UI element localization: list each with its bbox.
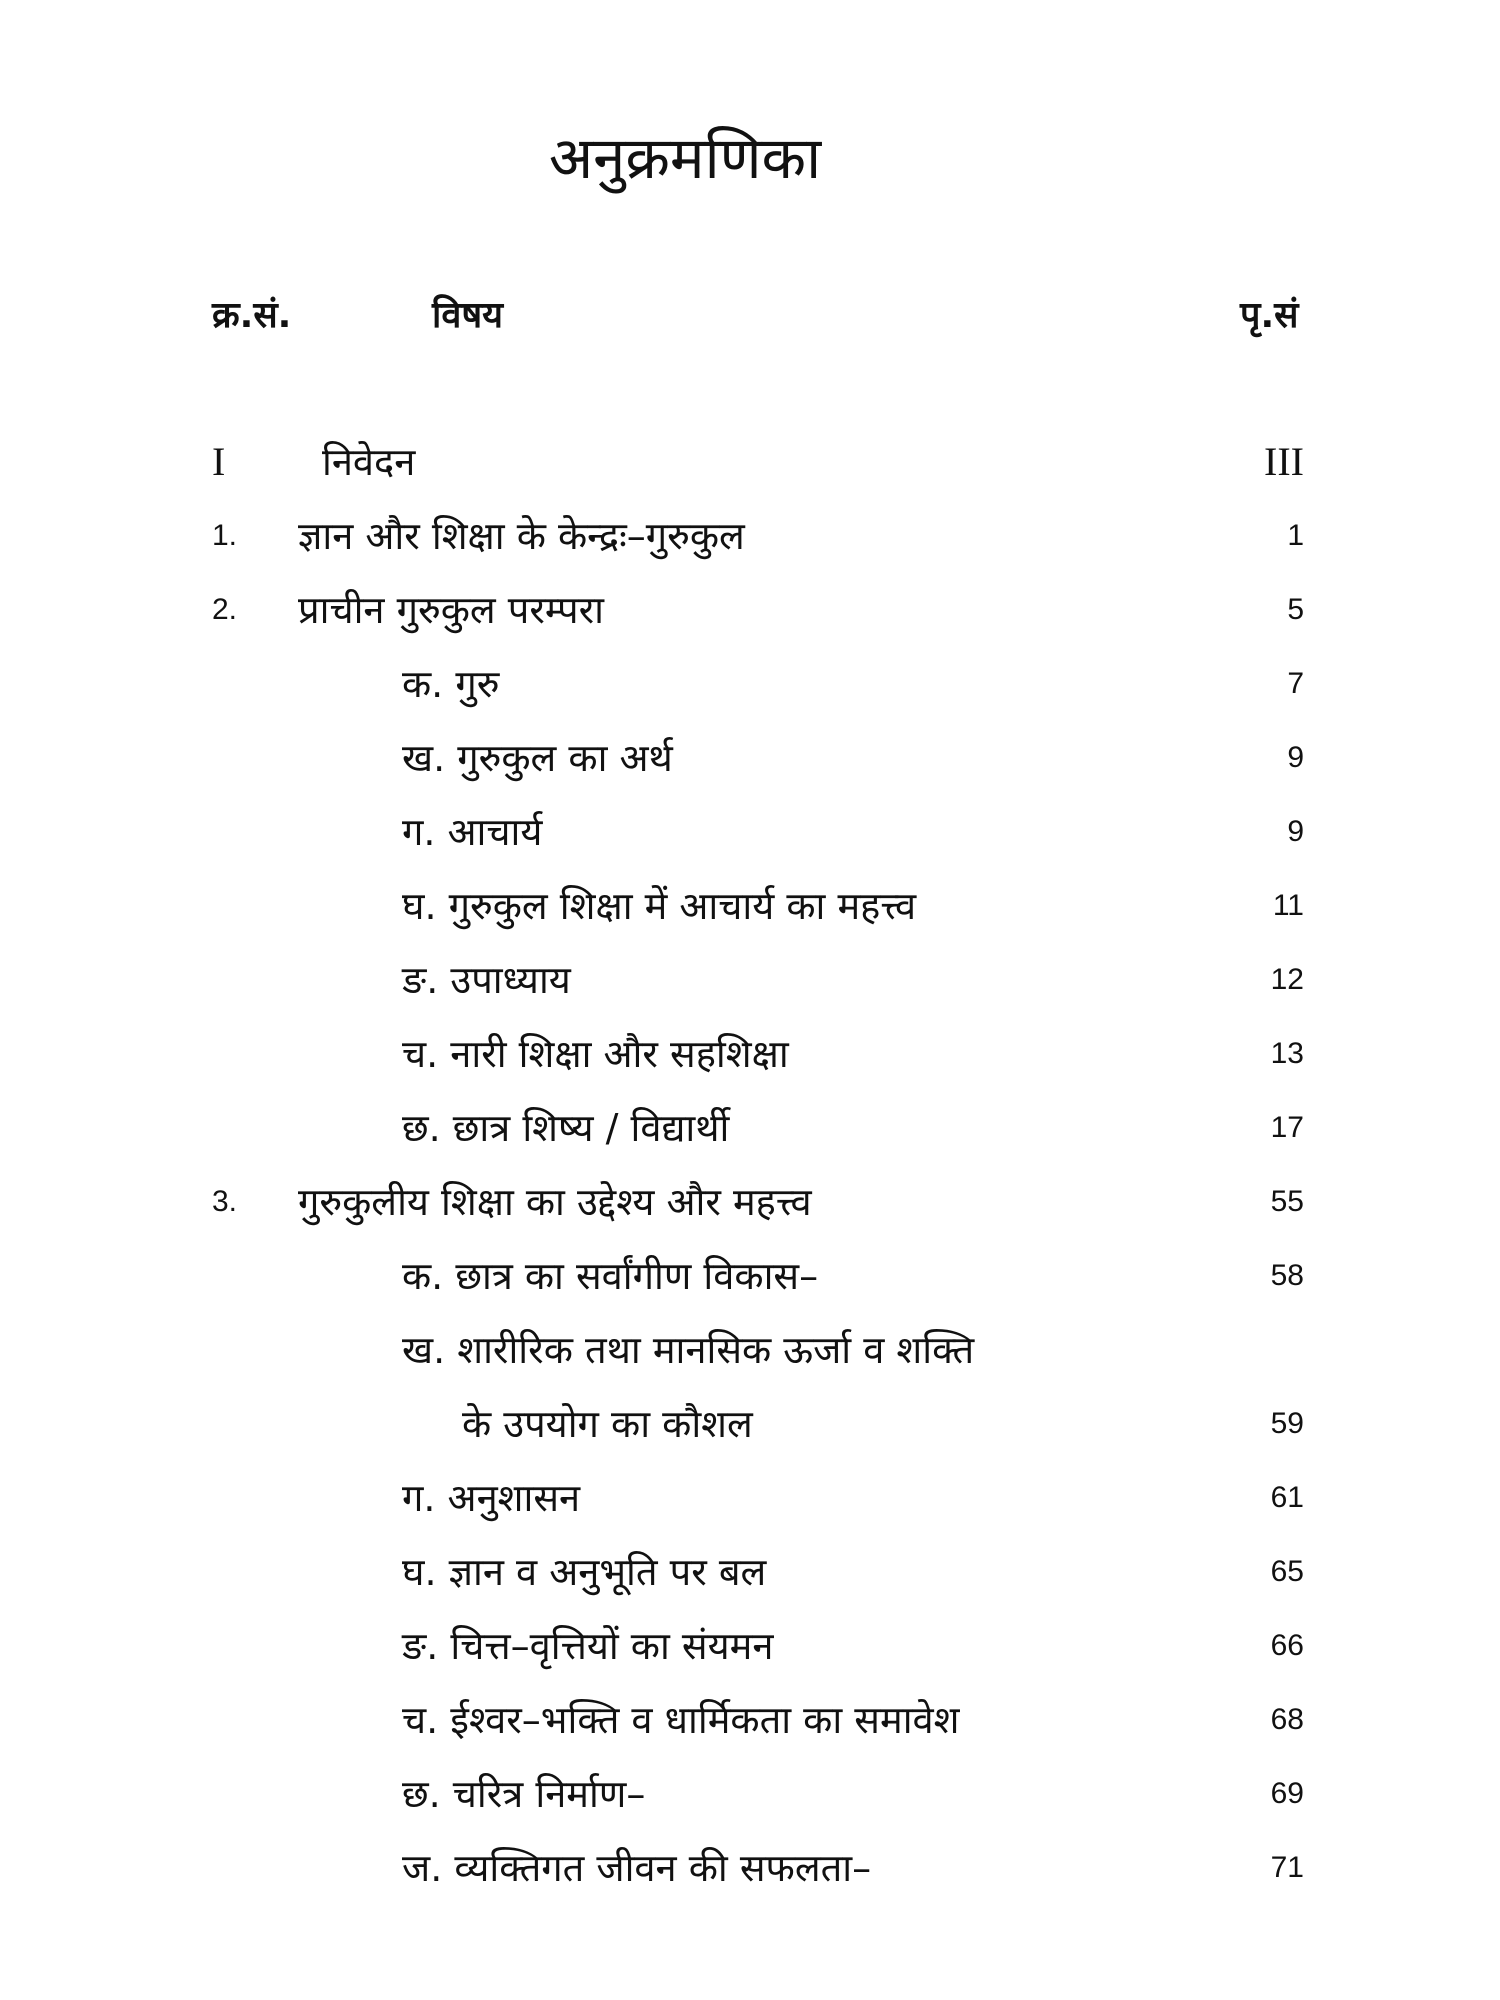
toc-subentry [0,1468,1500,1528]
entry-title: गुरुकुलीय शिक्षा का उद्देश्य और महत्त्व [298,1180,812,1224]
entry-page: 59 [1270,1407,1304,1440]
entry-title: निवेदन [322,440,416,484]
toc-subentry [0,1616,1500,1676]
entry-title: क. गुरु [402,662,500,706]
toc-subentry [0,1246,1500,1306]
toc-entry [0,506,1500,566]
serial-number-header: क्र.सं. [212,295,292,336]
entry-page: 11 [1272,889,1304,922]
entry-title: ग. अनुशासन [402,1476,581,1520]
entry-page: 9 [1287,741,1304,774]
entry-title: छ. चरित्र निर्माण– [402,1772,646,1816]
entry-page: 5 [1287,593,1304,626]
subject-header: विषय [432,295,504,336]
entry-page: 65 [1270,1555,1304,1588]
toc-subentry [0,802,1500,862]
toc-entry [0,1172,1500,1232]
entry-title: के उपयोग का कौशल [462,1402,753,1446]
toc-subentry-continuation [0,1394,1500,1454]
toc-subentry [0,1320,1500,1380]
entry-title: ज. व्यक्तिगत जीवन की सफलता– [402,1846,872,1890]
entry-title: घ. ज्ञान व अनुभूति पर बल [402,1550,767,1594]
entry-page: 71 [1270,1851,1304,1884]
toc-subentry [0,1542,1500,1602]
entry-title: ग. आचार्य [402,810,543,854]
entry-page: 17 [1270,1111,1304,1144]
entry-number: 3. [212,1185,238,1218]
entry-page: 13 [1270,1037,1304,1070]
entry-number: I [212,439,226,484]
entry-title: ङ. उपाध्याय [402,958,571,1002]
entry-title: प्राचीन गुरुकुल परम्परा [298,588,604,632]
toc-subentry [0,1098,1500,1158]
entry-title: ङ. चित्त–वृत्तियों का संयमन [402,1624,774,1668]
entry-page: 61 [1270,1481,1304,1514]
entry-title: ज्ञान और शिक्षा के केन्द्रः–गुरुकुल [298,514,745,558]
entry-title: घ. गुरुकुल शिक्षा में आचार्य का महत्त्व [402,884,917,928]
entry-page: 68 [1270,1703,1304,1736]
entry-page: III [1264,439,1304,484]
page-title: अनुक्रमणिका [548,124,822,192]
entry-number: 1. [212,519,238,552]
toc-subentry [0,654,1500,714]
entry-page: 69 [1270,1777,1304,1810]
entry-page: 7 [1287,667,1304,700]
entry-title: च. ईश्वर–भक्ति व धार्मिकता का समावेश [402,1698,960,1742]
entry-title: ख. गुरुकुल का अर्थ [402,736,673,780]
entry-page: 12 [1270,963,1304,996]
entry-number: 2. [212,593,238,626]
toc-subentry [0,1838,1500,1898]
entry-title: च. नारी शिक्षा और सहशिक्षा [402,1032,789,1076]
toc-entry [0,580,1500,640]
toc-subentry [0,1690,1500,1750]
page-number-header: पृ.सं [1240,295,1299,336]
entry-page: 9 [1287,815,1304,848]
toc-subentry [0,728,1500,788]
toc-subentry [0,876,1500,936]
entry-page: 55 [1270,1185,1304,1218]
toc-subentry [0,950,1500,1010]
entry-title: क. छात्र का सर्वांगीण विकास– [402,1254,819,1298]
toc-subentry [0,1764,1500,1824]
entry-page: 1 [1287,519,1304,552]
entry-title: छ. छात्र शिष्य / विद्यार्थी [402,1106,730,1150]
toc-subentry [0,1024,1500,1084]
entry-page: 58 [1270,1259,1304,1292]
entry-page: 66 [1270,1629,1304,1662]
entry-title: ख. शारीरिक तथा मानसिक ऊर्जा व शक्ति [402,1328,975,1372]
toc-entry [0,432,1500,492]
